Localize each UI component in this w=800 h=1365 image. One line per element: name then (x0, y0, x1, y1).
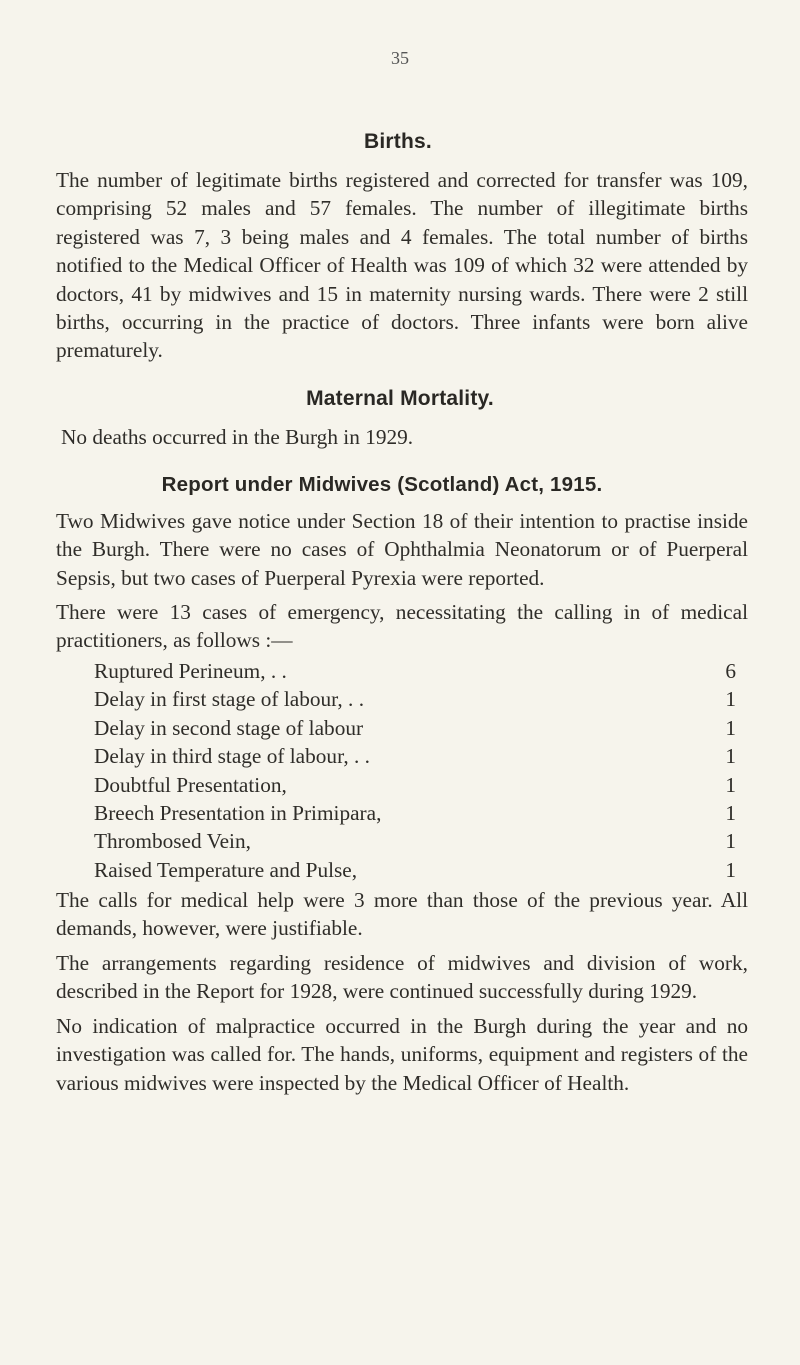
calls-paragraph: The calls for medical help were 3 more than those of the previous year. All demands, however, were justifiable. (56, 888, 748, 941)
maternal-mortality-heading: Maternal Mortality. (306, 387, 494, 410)
list-item (94, 742, 736, 770)
maternal-mortality-paragraph: No deaths occurred in the Burgh in 1929. (61, 425, 414, 449)
emergency-count: 1 (725, 857, 736, 882)
list-item (94, 714, 736, 742)
emergency-count: 1 (725, 772, 736, 797)
midwives-notice-paragraph: Two Midwives gave notice under Section 18 of their intention to practise inside the Burgh. There were no cases of Ophthalmia Neonatorum or of Puerperal Sepsis, but two cases of Puerperal Pyrexia were reported. (56, 509, 748, 590)
emergency-label: Delay in third stage of labour, . . (94, 744, 370, 769)
emergency-count: 6 (725, 659, 736, 683)
births-heading: Births. (364, 130, 432, 153)
malpractice-paragraph: No indication of malpractice occurred in the Burgh during the year and no investigation was called for. The hands, uniforms, equipment and registers of the various midwives were inspected by the Medical Officer of Health. (56, 1014, 748, 1095)
emergency-cases-list (94, 657, 736, 884)
births-paragraph: The number of legitimate births registered and corrected for transfer was 109, comprising 52 males and 57 females. The number of illegitimate births registered was 7, 3 being males and 4 females. The total number of births notified to the Medical Officer of Health was 109 of which 32 were attended by doctors, 41 by midwives and 15 in maternity nursing wards. There were 2 still births, occurring in the practice of doctors. Three infants were born alive prematurely. (56, 168, 748, 363)
emergency-count: 1 (725, 715, 736, 740)
page-number: 35 (391, 48, 409, 68)
emergency-count: 1 (725, 800, 736, 825)
list-item (94, 827, 736, 855)
list-item (94, 685, 736, 713)
emergency-label: Breech Presentation in Primipara, (94, 800, 382, 825)
list-item (94, 657, 736, 685)
list-item (94, 856, 736, 884)
emergency-count: 1 (725, 829, 736, 854)
emergency-label: Raised Temperature and Pulse, (94, 857, 358, 882)
list-item (94, 771, 736, 799)
list-item (94, 799, 736, 827)
emergency-cases-paragraph: There were 13 cases of emergency, necessitating the calling in of medical practitioners, as follows :— (56, 600, 748, 653)
emergency-label: Ruptured Perineum, . . (94, 659, 287, 683)
emergency-count: 1 (725, 744, 736, 769)
emergency-label: Doubtful Presentation, (94, 772, 287, 797)
emergency-count: 1 (725, 687, 736, 712)
midwives-act-report-heading: Report under Midwives (Scotland) Act, 1915. (161, 473, 603, 496)
emergency-label: Delay in first stage of labour, . . (94, 687, 365, 712)
emergency-label: Thrombosed Vein, (94, 829, 251, 854)
emergency-label: Delay in second stage of labour (94, 715, 364, 740)
arrangements-paragraph: The arrangements regarding residence of midwives and division of work, described in the Report for 1928, were continued successfully during 1929. (56, 951, 748, 1004)
